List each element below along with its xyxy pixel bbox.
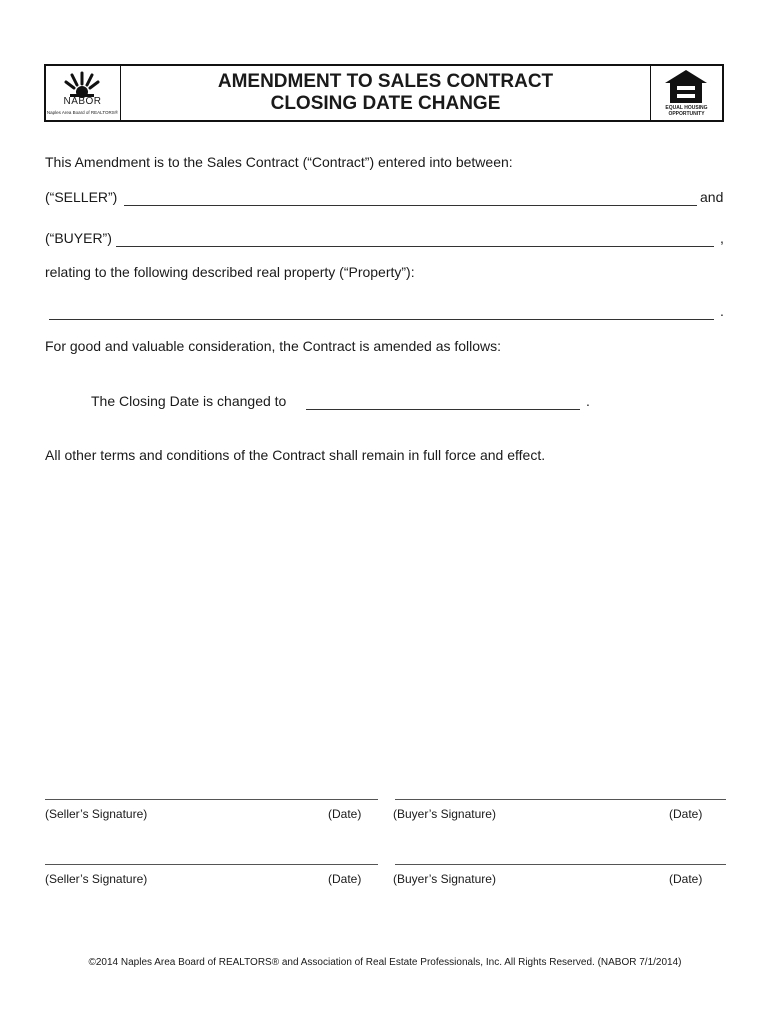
title-line-2: CLOSING DATE CHANGE	[270, 93, 501, 114]
seller-label: (“SELLER”)	[45, 189, 118, 205]
closing-date-suffix: .	[586, 393, 590, 409]
logo-tagline: Naples Area Board of REALTORS®	[46, 110, 119, 115]
property-intro: relating to the following described real property (“Property”):	[45, 264, 415, 280]
nabor-logo	[46, 66, 121, 120]
consideration-text: For good and valuable consideration, the Contract is amended as follows:	[45, 338, 502, 354]
buyer-label: (“BUYER”)	[45, 230, 112, 246]
seller-signature-line[interactable]	[45, 864, 378, 865]
buyer-date-label: (Date)	[669, 872, 703, 886]
buyer-date-label: (Date)	[669, 807, 703, 821]
property-description-field[interactable]	[49, 319, 714, 320]
eho-line-2: OPPORTUNITY	[668, 110, 705, 117]
buyer-signature-label: (Buyer’s Signature)	[393, 807, 496, 821]
intro-text: This Amendment is to the Sales Contract (“Contract”) entered into between:	[45, 154, 513, 170]
buyer-signature-label: (Buyer’s Signature)	[393, 872, 496, 886]
form-title	[121, 66, 650, 120]
eho-line-1: EQUAL HOUSING	[665, 105, 708, 111]
buyer-suffix: ,	[720, 230, 724, 246]
buyer-signature-line[interactable]	[395, 864, 726, 865]
closing-date-field[interactable]	[306, 409, 580, 410]
buyer-name-field[interactable]	[116, 246, 714, 247]
logo-wordmark: NABOR	[63, 96, 102, 107]
seller-signature-line[interactable]	[45, 799, 378, 800]
form-header	[44, 64, 724, 122]
seller-date-label: (Date)	[328, 807, 362, 821]
closing-date-label: The Closing Date is changed to	[91, 393, 287, 409]
sunburst-icon	[64, 70, 100, 98]
buyer-signature-line[interactable]	[395, 799, 726, 800]
seller-date-label: (Date)	[328, 872, 362, 886]
seller-signature-label: (Seller’s Signature)	[45, 807, 148, 821]
seller-name-field[interactable]	[124, 205, 697, 206]
seller-suffix: and	[700, 189, 724, 205]
equal-housing-text	[651, 106, 722, 117]
seller-signature-label: (Seller’s Signature)	[45, 872, 148, 886]
title-line-1: AMENDMENT TO SALES CONTRACT	[217, 71, 554, 92]
copyright-footer: ©2014 Naples Area Board of REALTORS® and Association of Real Estate Professionals, Inc. All Rights Reserved. (NABOR 7/1/2014)	[88, 957, 682, 968]
property-suffix: .	[720, 303, 724, 319]
equal-housing-logo	[650, 66, 722, 120]
remaining-terms-text: All other terms and conditions of the Contract shall remain in full force and effect.	[45, 447, 546, 463]
equal-housing-icon	[664, 69, 708, 105]
